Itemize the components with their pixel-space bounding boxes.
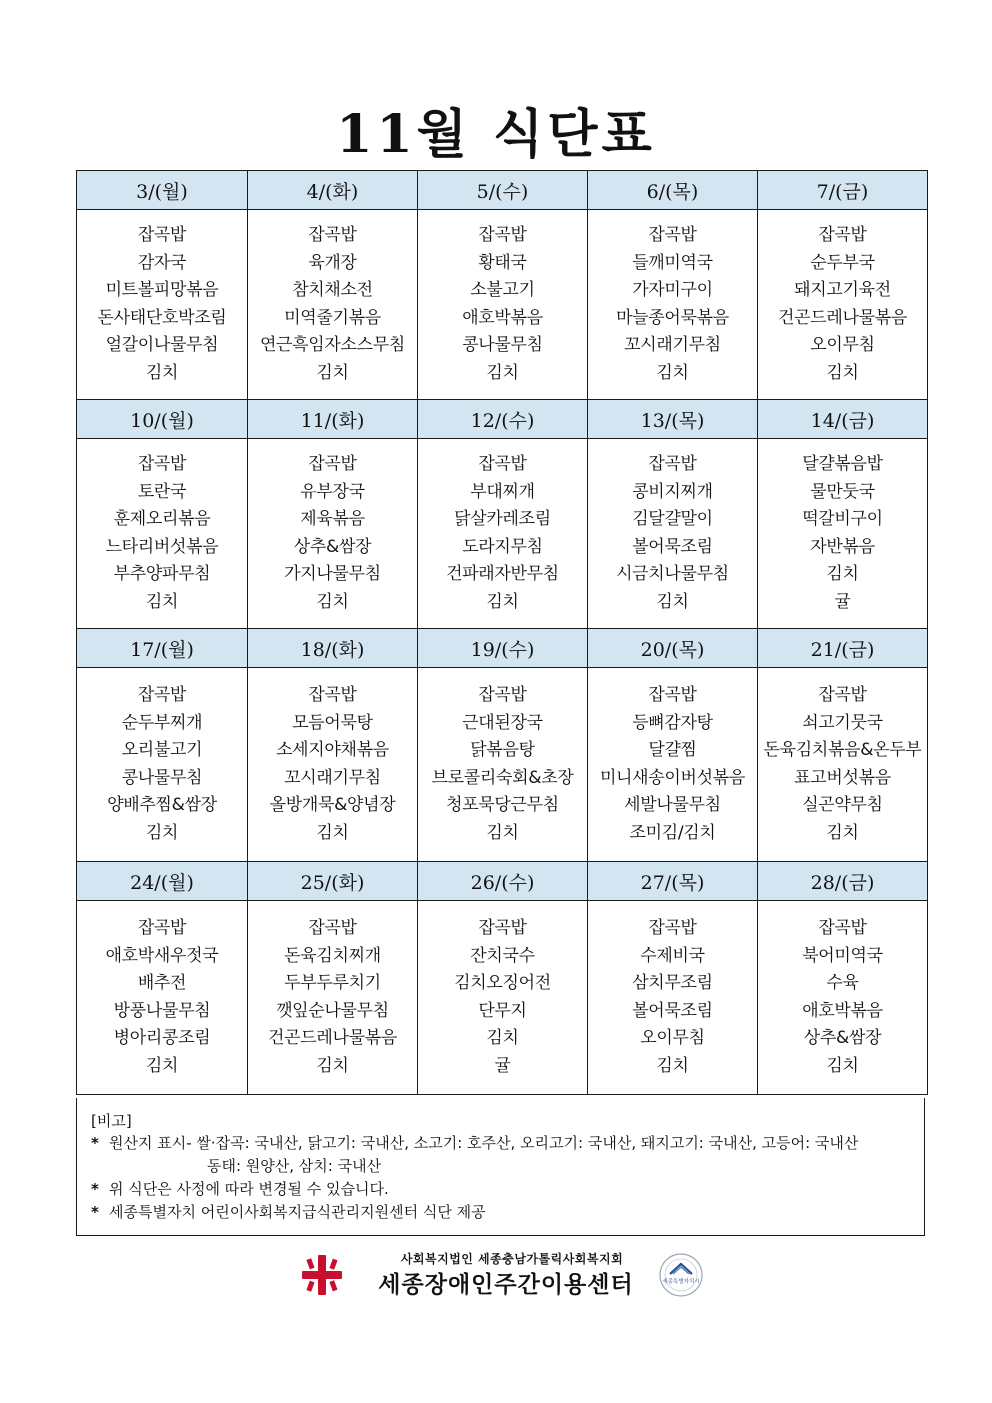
menu-item: 잡곡밥 <box>308 918 357 938</box>
week-header-row <box>77 862 928 901</box>
menu-item: 잡곡밥 <box>308 685 357 705</box>
menu-item: 오이무침 <box>810 335 875 355</box>
menu-item: 돈육김치볶음&온두부 <box>763 740 922 760</box>
menu-item: 올방개묵&양념장 <box>269 795 396 815</box>
menu-item: 닭볶음탕 <box>470 740 535 760</box>
week-header-row <box>77 171 928 210</box>
day-menu-cell <box>758 210 928 400</box>
menu-item: 상추&쌈장 <box>293 536 372 557</box>
menu-item: 콩나물무침 <box>462 335 543 355</box>
menu-item: 김치 <box>316 1055 349 1076</box>
day-header: 25/(화) <box>248 862 418 901</box>
day-header: 20/(목) <box>588 629 758 668</box>
bullet-mark: * <box>91 1180 99 1198</box>
day-menu-cell <box>77 439 248 629</box>
menu-item: 단무지 <box>478 1000 527 1021</box>
bullet-mark: * <box>91 1203 99 1221</box>
menu-item: 콩나물무침 <box>121 767 203 788</box>
menu-item: 육개장 <box>308 252 357 273</box>
menu-item: 잡곡밥 <box>818 918 867 938</box>
change-notice-line <box>91 1178 924 1201</box>
day-header: 11/(화) <box>248 400 418 439</box>
day-menu-cell <box>418 901 588 1095</box>
menu-item: 마늘종어묵볶음 <box>616 307 729 328</box>
menu-item: 김치 <box>656 591 689 612</box>
menu-item: 김치 <box>145 822 179 843</box>
menu-item: 김치 <box>656 1055 689 1076</box>
menu-item: 배추전 <box>137 973 187 993</box>
origin-line-continued: 동태: 원양산, 삼치: 국내산 <box>207 1157 382 1175</box>
day-header: 17/(월) <box>77 629 248 668</box>
menu-item: 애호박볶음 <box>462 307 543 328</box>
menu-item: 훈제오리볶음 <box>113 509 211 529</box>
menu-item: 김치오징어전 <box>454 973 551 993</box>
menu-item: 얼갈이나물무침 <box>105 335 219 355</box>
day-menu-cell <box>588 210 758 400</box>
week-menu-row <box>77 901 928 1095</box>
change-notice-text: 위 식단은 사정에 따라 변경될 수 있습니다. <box>109 1180 389 1198</box>
menu-item: 오리불고기 <box>121 740 203 760</box>
day-menu-cell <box>588 439 758 629</box>
menu-item: 순두부찌개 <box>121 712 203 733</box>
day-menu-cell <box>248 210 418 400</box>
menu-item: 물만둣국 <box>810 481 875 502</box>
menu-item: 수육 <box>826 973 859 993</box>
origin-line <box>91 1132 924 1155</box>
menu-item: 김치 <box>826 362 859 383</box>
notes-heading: [비고] <box>91 1112 132 1130</box>
day-menu-cell <box>77 901 248 1095</box>
day-menu-cell <box>758 439 928 629</box>
menu-item: 유부장국 <box>300 481 365 502</box>
menu-item: 잡곡밥 <box>137 454 187 474</box>
day-header: 4/(화) <box>248 171 418 210</box>
menu-item: 볼어묵조림 <box>632 536 713 557</box>
menu-item: 볼어묵조림 <box>632 1000 713 1021</box>
menu-item: 달걀찜 <box>648 740 697 760</box>
menu-item: 참치채소전 <box>292 280 373 300</box>
day-menu-cell <box>758 901 928 1095</box>
week-menu-row <box>77 210 928 400</box>
menu-item: 도라지무침 <box>462 536 543 557</box>
day-header: 26/(수) <box>418 862 588 901</box>
menu-item: 돈사태단호박조림 <box>97 307 227 328</box>
menu-item: 상추&쌈장 <box>803 1028 882 1048</box>
menu-item: 연근흑임자소스무침 <box>259 335 406 355</box>
menu-item: 느타리버섯볶음 <box>105 536 219 557</box>
menu-item: 부추양파무침 <box>113 564 211 584</box>
day-header: 27/(목) <box>588 862 758 901</box>
menu-item: 김치 <box>656 362 689 383</box>
menu-item: 잡곡밥 <box>478 225 527 245</box>
provider-line <box>91 1201 924 1224</box>
menu-item: 잡곡밥 <box>478 918 527 938</box>
day-menu-cell <box>248 668 418 862</box>
menu-item: 김치 <box>145 591 179 612</box>
menu-item: 꼬시래기무침 <box>624 335 721 355</box>
menu-item: 잡곡밥 <box>818 685 867 705</box>
menu-item: 병아리콩조림 <box>113 1028 211 1048</box>
day-header: 21/(금) <box>758 629 928 668</box>
menu-item: 애호박새우젓국 <box>105 945 219 966</box>
sejong-city-seal-icon <box>658 1252 704 1298</box>
menu-item: 잡곡밥 <box>648 685 697 705</box>
day-header: 18/(화) <box>248 629 418 668</box>
menu-item: 미트볼피망볶음 <box>105 280 219 300</box>
menu-item: 잡곡밥 <box>137 685 187 705</box>
day-header: 14/(금) <box>758 400 928 439</box>
menu-item: 오이무침 <box>640 1028 705 1048</box>
menu-item: 김치 <box>486 591 519 612</box>
week-menu-row <box>77 668 928 862</box>
menu-item: 들깨미역국 <box>632 252 713 273</box>
day-menu-cell <box>588 901 758 1095</box>
menu-item: 가자미구이 <box>632 280 713 300</box>
menu-item: 두부두루치기 <box>284 973 381 993</box>
seal-text: 세종특별자치시 <box>662 1279 700 1285</box>
day-header: 19/(수) <box>418 629 588 668</box>
menu-item: 잡곡밥 <box>648 454 697 474</box>
day-menu-cell <box>418 439 588 629</box>
menu-item: 제육볶음 <box>300 509 365 529</box>
menu-item: 실곤약무침 <box>802 795 883 815</box>
menu-item: 잡곡밥 <box>648 225 697 245</box>
menu-item: 방풍나물무침 <box>113 1000 211 1021</box>
day-menu-cell <box>77 210 248 400</box>
week-menu-row <box>77 439 928 629</box>
menu-item: 꼬시래기무침 <box>284 767 381 788</box>
menu-item: 근대된장국 <box>462 712 543 733</box>
menu-item: 김치 <box>486 1028 519 1048</box>
menu-item: 잡곡밥 <box>648 918 697 938</box>
origin-text: 원산지 표시- 쌀·잡곡: 국내산, 닭고기: 국내산, 소고기: 호주산, 오리고기: 국내산, 돼지고기: 국내산, 고등어: 국내산 <box>109 1134 859 1152</box>
menu-item: 북어미역국 <box>802 945 883 966</box>
menu-item: 수제비국 <box>640 945 705 966</box>
page-title: 11월 식단표 <box>336 104 656 165</box>
menu-item: 미니새송이버섯볶음 <box>599 767 746 788</box>
menu-item: 시금치나물무침 <box>616 564 729 584</box>
menu-item: 깻잎순나물무침 <box>276 1000 389 1021</box>
menu-item: 달걀볶음밥 <box>802 454 883 474</box>
menu-item: 잡곡밥 <box>478 454 527 474</box>
menu-item: 김치 <box>316 591 349 612</box>
menu-item: 잡곡밥 <box>137 225 187 245</box>
footer <box>300 1250 710 1300</box>
menu-item: 건파래자반무침 <box>446 564 559 584</box>
caritas-cross-logo-icon <box>300 1253 344 1297</box>
menu-item: 건곤드레나물볶음 <box>268 1028 397 1048</box>
menu-item: 돈육김치찌개 <box>284 945 381 966</box>
menu-item: 김치 <box>145 1055 179 1076</box>
menu-item: 닭살카레조림 <box>454 509 551 529</box>
menu-item: 잡곡밥 <box>308 225 357 245</box>
day-header: 12/(수) <box>418 400 588 439</box>
menu-item: 김치 <box>316 362 349 383</box>
notes-section <box>76 1098 925 1236</box>
menu-item: 애호박볶음 <box>802 1000 883 1021</box>
day-header: 7/(금) <box>758 171 928 210</box>
menu-item: 돼지고기육전 <box>794 280 891 300</box>
menu-item: 김달걀말이 <box>632 509 713 529</box>
day-menu-cell <box>758 668 928 862</box>
menu-item: 떡갈비구이 <box>802 509 883 529</box>
day-menu-cell <box>418 210 588 400</box>
menu-item: 자반볶음 <box>810 536 875 557</box>
menu-item: 표고버섯볶음 <box>794 767 891 788</box>
menu-item: 김치 <box>145 362 179 383</box>
organization-subtitle: 사회복지법인 세종충남가톨릭사회복지회 <box>400 1252 624 1266</box>
menu-item: 건곤드레나물볶음 <box>778 307 907 328</box>
menu-item: 잡곡밥 <box>137 918 187 938</box>
menu-item: 소불고기 <box>470 280 535 300</box>
day-header: 5/(수) <box>418 171 588 210</box>
menu-item: 황태국 <box>478 252 527 273</box>
week-header-row <box>77 629 928 668</box>
menu-item: 청포묵당근무침 <box>446 795 559 815</box>
menu-item: 삼치무조림 <box>632 973 713 993</box>
menu-item: 브로콜리숙회&초장 <box>431 767 574 788</box>
menu-item: 부대찌개 <box>470 481 535 502</box>
day-header: 24/(월) <box>77 862 248 901</box>
menu-item: 순두부국 <box>810 252 875 273</box>
meal-plan-table <box>76 170 928 1095</box>
provider-text: 세종특별자치 어린이사회복지급식관리지원센터 식단 제공 <box>109 1203 486 1221</box>
organization-name: 세종장애인주간이용센터 <box>378 1272 634 1298</box>
menu-item: 김치 <box>486 822 519 843</box>
menu-item: 감자국 <box>137 252 187 273</box>
menu-item: 귤 <box>494 1055 511 1076</box>
menu-item: 잔치국수 <box>470 945 535 966</box>
menu-item: 등뼈감자탕 <box>632 712 713 733</box>
day-menu-cell <box>588 668 758 862</box>
menu-item: 김치 <box>826 1055 859 1076</box>
menu-item: 토란국 <box>137 481 187 502</box>
menu-item: 잡곡밥 <box>478 685 527 705</box>
menu-item: 양배추찜&쌈장 <box>107 795 217 815</box>
menu-item: 김치 <box>486 362 519 383</box>
menu-item: 잡곡밥 <box>818 225 867 245</box>
day-menu-cell <box>248 901 418 1095</box>
menu-item: 가지나물무침 <box>284 564 381 584</box>
day-header: 10/(월) <box>77 400 248 439</box>
day-menu-cell <box>248 439 418 629</box>
day-header: 6/(목) <box>588 171 758 210</box>
day-header: 3/(월) <box>77 171 248 210</box>
day-header: 28/(금) <box>758 862 928 901</box>
menu-item: 세발나물무침 <box>624 795 721 815</box>
menu-item: 김치 <box>826 564 859 584</box>
menu-item: 조미김/김치 <box>629 822 716 843</box>
day-menu-cell <box>418 668 588 862</box>
menu-item: 김치 <box>316 822 349 843</box>
menu-item: 귤 <box>834 591 851 612</box>
menu-item: 쇠고기뭇국 <box>802 712 883 733</box>
week-header-row <box>77 400 928 439</box>
menu-item: 미역줄기볶음 <box>284 307 381 328</box>
menu-item: 콩비지찌개 <box>632 481 713 502</box>
menu-item: 모듬어묵탕 <box>292 712 373 733</box>
menu-item: 잡곡밥 <box>308 454 357 474</box>
menu-item: 소세지야채볶음 <box>276 740 389 760</box>
day-menu-cell <box>77 668 248 862</box>
day-header: 13/(목) <box>588 400 758 439</box>
menu-item: 김치 <box>826 822 859 843</box>
bullet-mark: * <box>91 1134 99 1152</box>
